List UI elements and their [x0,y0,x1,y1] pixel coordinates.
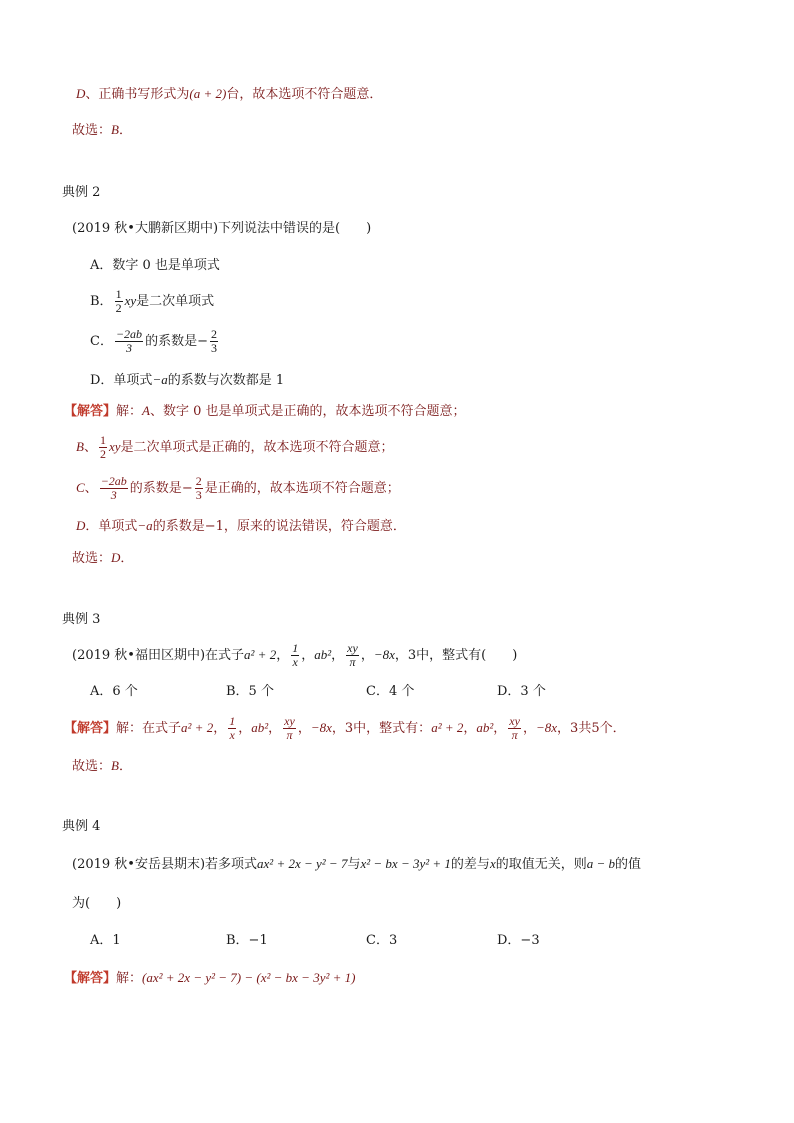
ex2-solution-d: D．单项式−a的系数是−1，原来的说法错误，符合题意． [76,518,406,534]
ex4-option-c: C．3 [366,933,398,948]
ex2-solution-a: 【解答】解：A、数字 0 也是单项式是正确的，故本选项不符合题意； [64,403,466,419]
ex2-solution-c: C、 $\frac{-2ab}{3}$ 的系数是− $\frac{2}{3}$ 是正确的，故本选项不符合题意； [76,474,400,502]
fraction: $\frac{xy}{\pi}$ [284,714,295,742]
ex3-option-a: A．6 个 [90,684,138,699]
prev-answer: 故选：B． [72,122,132,138]
solution-tag: 【解答】 [64,721,117,736]
ex3-answer: 故选：B． [72,758,132,774]
ex4-solution: 【解答】解：(ax² + 2x − y² − 7) − (x² − bx − 3y² + 1) [64,970,356,986]
fraction: $\frac{-2ab}{3}$ [115,327,143,355]
fraction: $\frac{1}{x}$ [292,641,299,669]
ex3-option-c: C．4 个 [366,684,415,699]
solution-tag: 【解答】 [64,971,117,986]
fraction: $\frac{2}{3}$ [210,327,217,355]
ex3-solution: 【解答】解：在式子a² + 2， $\frac{1}{x}$ ，ab²， $\frac{xy}{\pi}$ ，−8x，3中，整式有：a² + 2，ab²， $\frac{xy}{\pi}$ ，−8x，3共5个． [64,714,626,742]
solution-text: 台，故本选项不符合题意． [226,87,383,102]
prev-solution-line-d [76,85,382,104]
example-2-title: 典例 2 [62,185,101,200]
fraction: $\frac{1}{2}$ [99,433,106,461]
ex3-option-b: B．5 个 [226,684,274,699]
fraction: $\frac{1}{2}$ [115,287,122,315]
ex2-option-a: A．数字 0 也是单项式 [90,258,220,273]
ex2-answer: 故选：D． [72,550,134,566]
example-2-question: (2019 秋•大鹏新区期中)下列说法中错误的是( ) [72,221,372,236]
ex4-option-b: B．−1 [226,933,268,948]
ex2-option-d: D．单项式−a的系数与次数都是 1 [90,372,285,388]
fraction: $\frac{xy}{\pi}$ [347,641,358,669]
example-4-title: 典例 4 [62,819,101,834]
math-expression: (a + 2) [189,86,227,101]
ex3-option-d: D．3 个 [497,684,546,699]
example-3-question: (2019 秋•福田区期中)在式子a² + 2， $\frac{1}{x}$ ，ab²， $\frac{xy}{\pi}$ ，−8x，3中，整式有( ) [72,641,518,669]
fraction: $\frac{1}{x}$ [229,714,236,742]
solution-text: 、正确书写形式为 [85,87,190,102]
option-label: D [76,86,86,101]
ex2-option-c: C． $\frac{-2ab}{3}$ 的系数是− $\frac{2}{3}$ [90,327,217,355]
ex2-option-b: B． $\frac{1}{2}$ xy是二次单项式 [90,287,215,315]
ex2-solution-b: B、 $\frac{1}{2}$ xy是二次单项式是正确的，故本选项不符合题意； [76,433,394,461]
ex4-option-a: A．1 [90,933,121,948]
example-4-question-line2: 为( ) [72,896,122,911]
example-4-question: (2019 秋•安岳县期末)若多项式ax² + 2x − y² − 7与x² − bx − 3y² + 1的差与x的取值无关，则a − b的值 [72,856,642,872]
solution-tag: 【解答】 [64,404,117,419]
example-3-title: 典例 3 [62,612,101,627]
fraction: $\frac{-2ab}{3}$ [100,474,127,502]
answer-choice: B [111,122,119,137]
fraction: $\frac{2}{3}$ [195,474,202,502]
fraction: $\frac{xy}{\pi}$ [509,714,520,742]
ex4-option-d: D．−3 [497,933,540,948]
